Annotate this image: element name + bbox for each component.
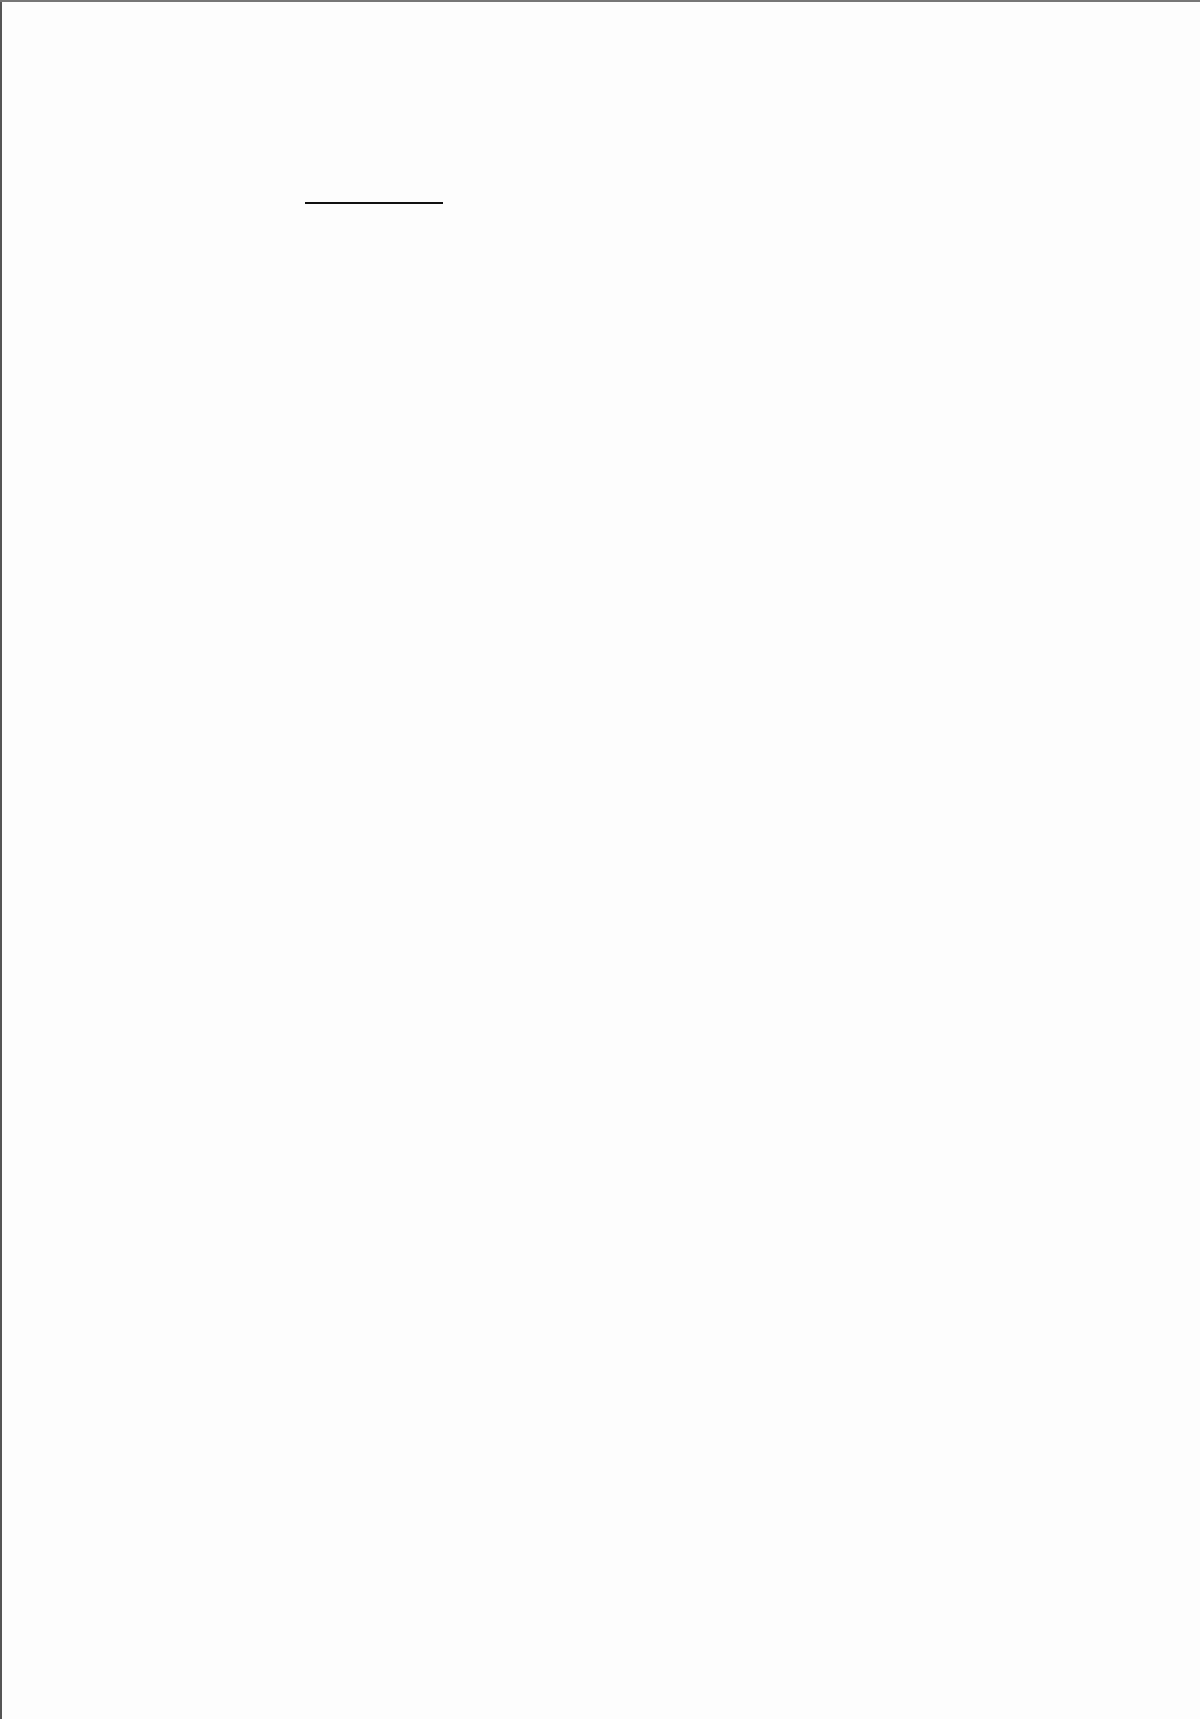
scan-left-edge <box>0 0 2 1719</box>
formula-fraction-bar <box>305 202 443 204</box>
document-body <box>165 132 1093 300</box>
formula <box>165 132 1093 300</box>
scan-top-edge <box>0 0 1200 2</box>
